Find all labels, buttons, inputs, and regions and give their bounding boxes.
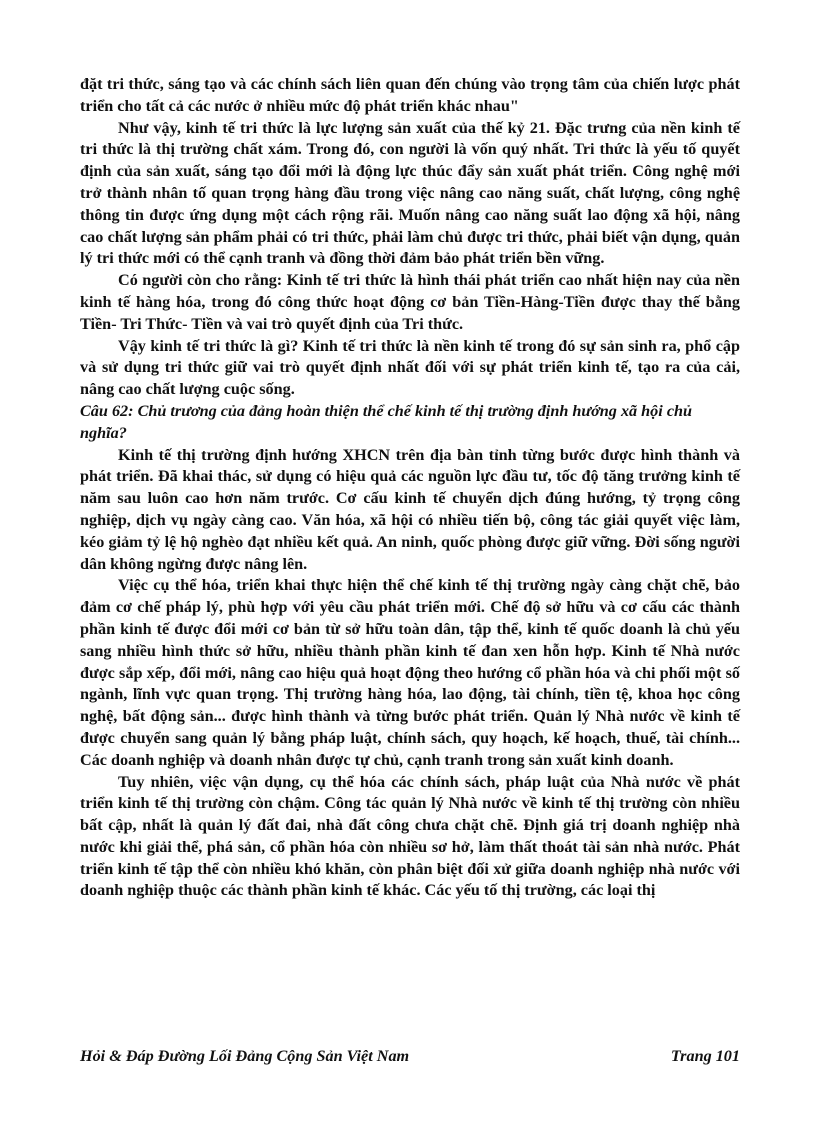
answer-paragraph: Kinh tế thị trường định hướng XHCN trên địa bàn tỉnh từng bước được hình thành và phát triển. Đã khai thác, sử dụng có hiệu quả các nguồn lực đầu tư, tốc độ tăng trưởng kinh tế năm sau luôn cao hơn năm trước. Cơ cấu kinh tế chuyển dịch đúng hướng, tỷ trọng công nghiệp, dịch vụ ngày càng cao. Văn hóa, xã hội có nhiều tiến bộ, công tác giải quyết việc làm, kéo giảm tỷ lệ hộ nghèo đạt nhiều kết quả. An ninh, quốc phòng được giữ vững. Đời sống người dân không ngừng được nâng lên. [80, 445, 740, 573]
paragraph-knowledge-economy-definition: Như vậy, kinh tế tri thức là lực lượng sản xuất của thế kỷ 21. Đặc trưng của nền kinh tế tri thức là thị trường chất xám. Trong đó, con người là vốn quý nhất. Tri thức là yếu tố quyết định của sản xuất, sáng tạo đổi mới là động lực thúc đẩy sản xuất phát triển. Công nghệ mới trở thành nhân tố quan trọng hàng đầu trong việc nâng cao năng suất, chất lượng, công nghệ thông tin được ứng dụng một cách rộng rãi. Muốn nâng cao năng suất lao động xã hội, nâng cao chất lượng sản phẩm phải có tri thức, phải làm chủ được tri thức, phải biết vận dụng, quản lý tri thức mới có thể cạnh tranh và đồng thời đảm bảo phát triển bền vững. [80, 118, 740, 268]
paragraph-continued: đặt tri thức, sáng tạo và các chính sách liên quan đến chúng vào trọng tâm của chiến lược phát triển cho tất cả các nước ở nhiều mức độ phát triển khác nhau" [80, 75, 740, 115]
page-footer [80, 1045, 740, 1067]
page-number: Trang 101 [670, 1047, 740, 1065]
footer-title: Hỏi & Đáp Đường Lối Đảng Cộng Sản Việt Nam [80, 1047, 410, 1065]
paragraph-knowledge-economy-summary: Vậy kinh tế tri thức là gì? Kinh tế tri thức là nền kinh tế trong đó sự sản sinh ra, phổ cập và sử dụng tri thức giữ vai trò quyết định nhất đối với sự phát triển kinh tế, tạo ra của cải, nâng cao chất lượng cuộc sống. [80, 336, 740, 399]
answer-paragraph: Việc cụ thể hóa, triển khai thực hiện thể chế kinh tế thị trường ngày càng chặt chẽ, bảo đảm cơ chế pháp lý, phù hợp với yêu cầu phát triển mới. Chế độ sở hữu và cơ cấu các thành phần kinh tế được đổi mới cơ bản từ sở hữu toàn dân, tập thể, kinh tế quốc doanh là chủ yếu sang nhiều hình thức sở hữu, nhiều thành phần kinh tế đan xen hỗn hợp. Kinh tế Nhà nước được sắp xếp, đổi mới, nâng cao hiệu quả hoạt động theo hướng cổ phần hóa và chi phối một số ngành, lĩnh vực quan trọng. Thị trường hàng hóa, lao động, tài chính, tiền tệ, khoa học công nghệ, bất động sản... được hình thành và từng bước phát triển. Quản lý Nhà nước về kinh tế được chuyển sang quản lý bằng pháp luật, chính sách, quy hoạch, kế hoạch, thuế, tài chính... Các doanh nghiệp và doanh nhân được tự chủ, cạnh tranh trong sản xuất kinh doanh. [80, 576, 740, 769]
paragraph-knowledge-economy-form: Có người còn cho rằng: Kinh tế tri thức là hình thái phát triển cao nhất hiện nay của nền kinh tế hàng hóa, trong đó công thức hoạt động cơ bản Tiền-Hàng-Tiền được thay thế bằng Tiền- Tri Thức- Tiền và vai trò quyết định của Tri thức. [80, 271, 740, 333]
question-heading: Câu 62: Chủ trương của đảng hoàn thiện thể chế kinh tế thị trường định hướng xã hội chủ nghĩa? [80, 401, 693, 442]
answer-paragraph: Tuy nhiên, việc vận dụng, cụ thể hóa các chính sách, pháp luật của Nhà nước về phát triển kinh tế thị trường còn chậm. Công tác quản lý Nhà nước về kinh tế thị trường còn nhiều bất cập, nhất là quản lý đất đai, nhà đất công chưa chặt chẽ. Định giá trị doanh nghiệp nhà nước khi giải thể, phá sản, cổ phần hóa còn nhiều sơ hở, làm thất thoát tài sản nhà nước. Phát triển kinh tế tập thể còn nhiều khó khăn, còn phân biệt đối xử giữa doanh nghiệp nhà nước với doanh nghiệp thuộc các thành phần kinh tế khác. Các yếu tố thị trường, các loại thị [80, 772, 740, 900]
document-body [80, 74, 740, 902]
